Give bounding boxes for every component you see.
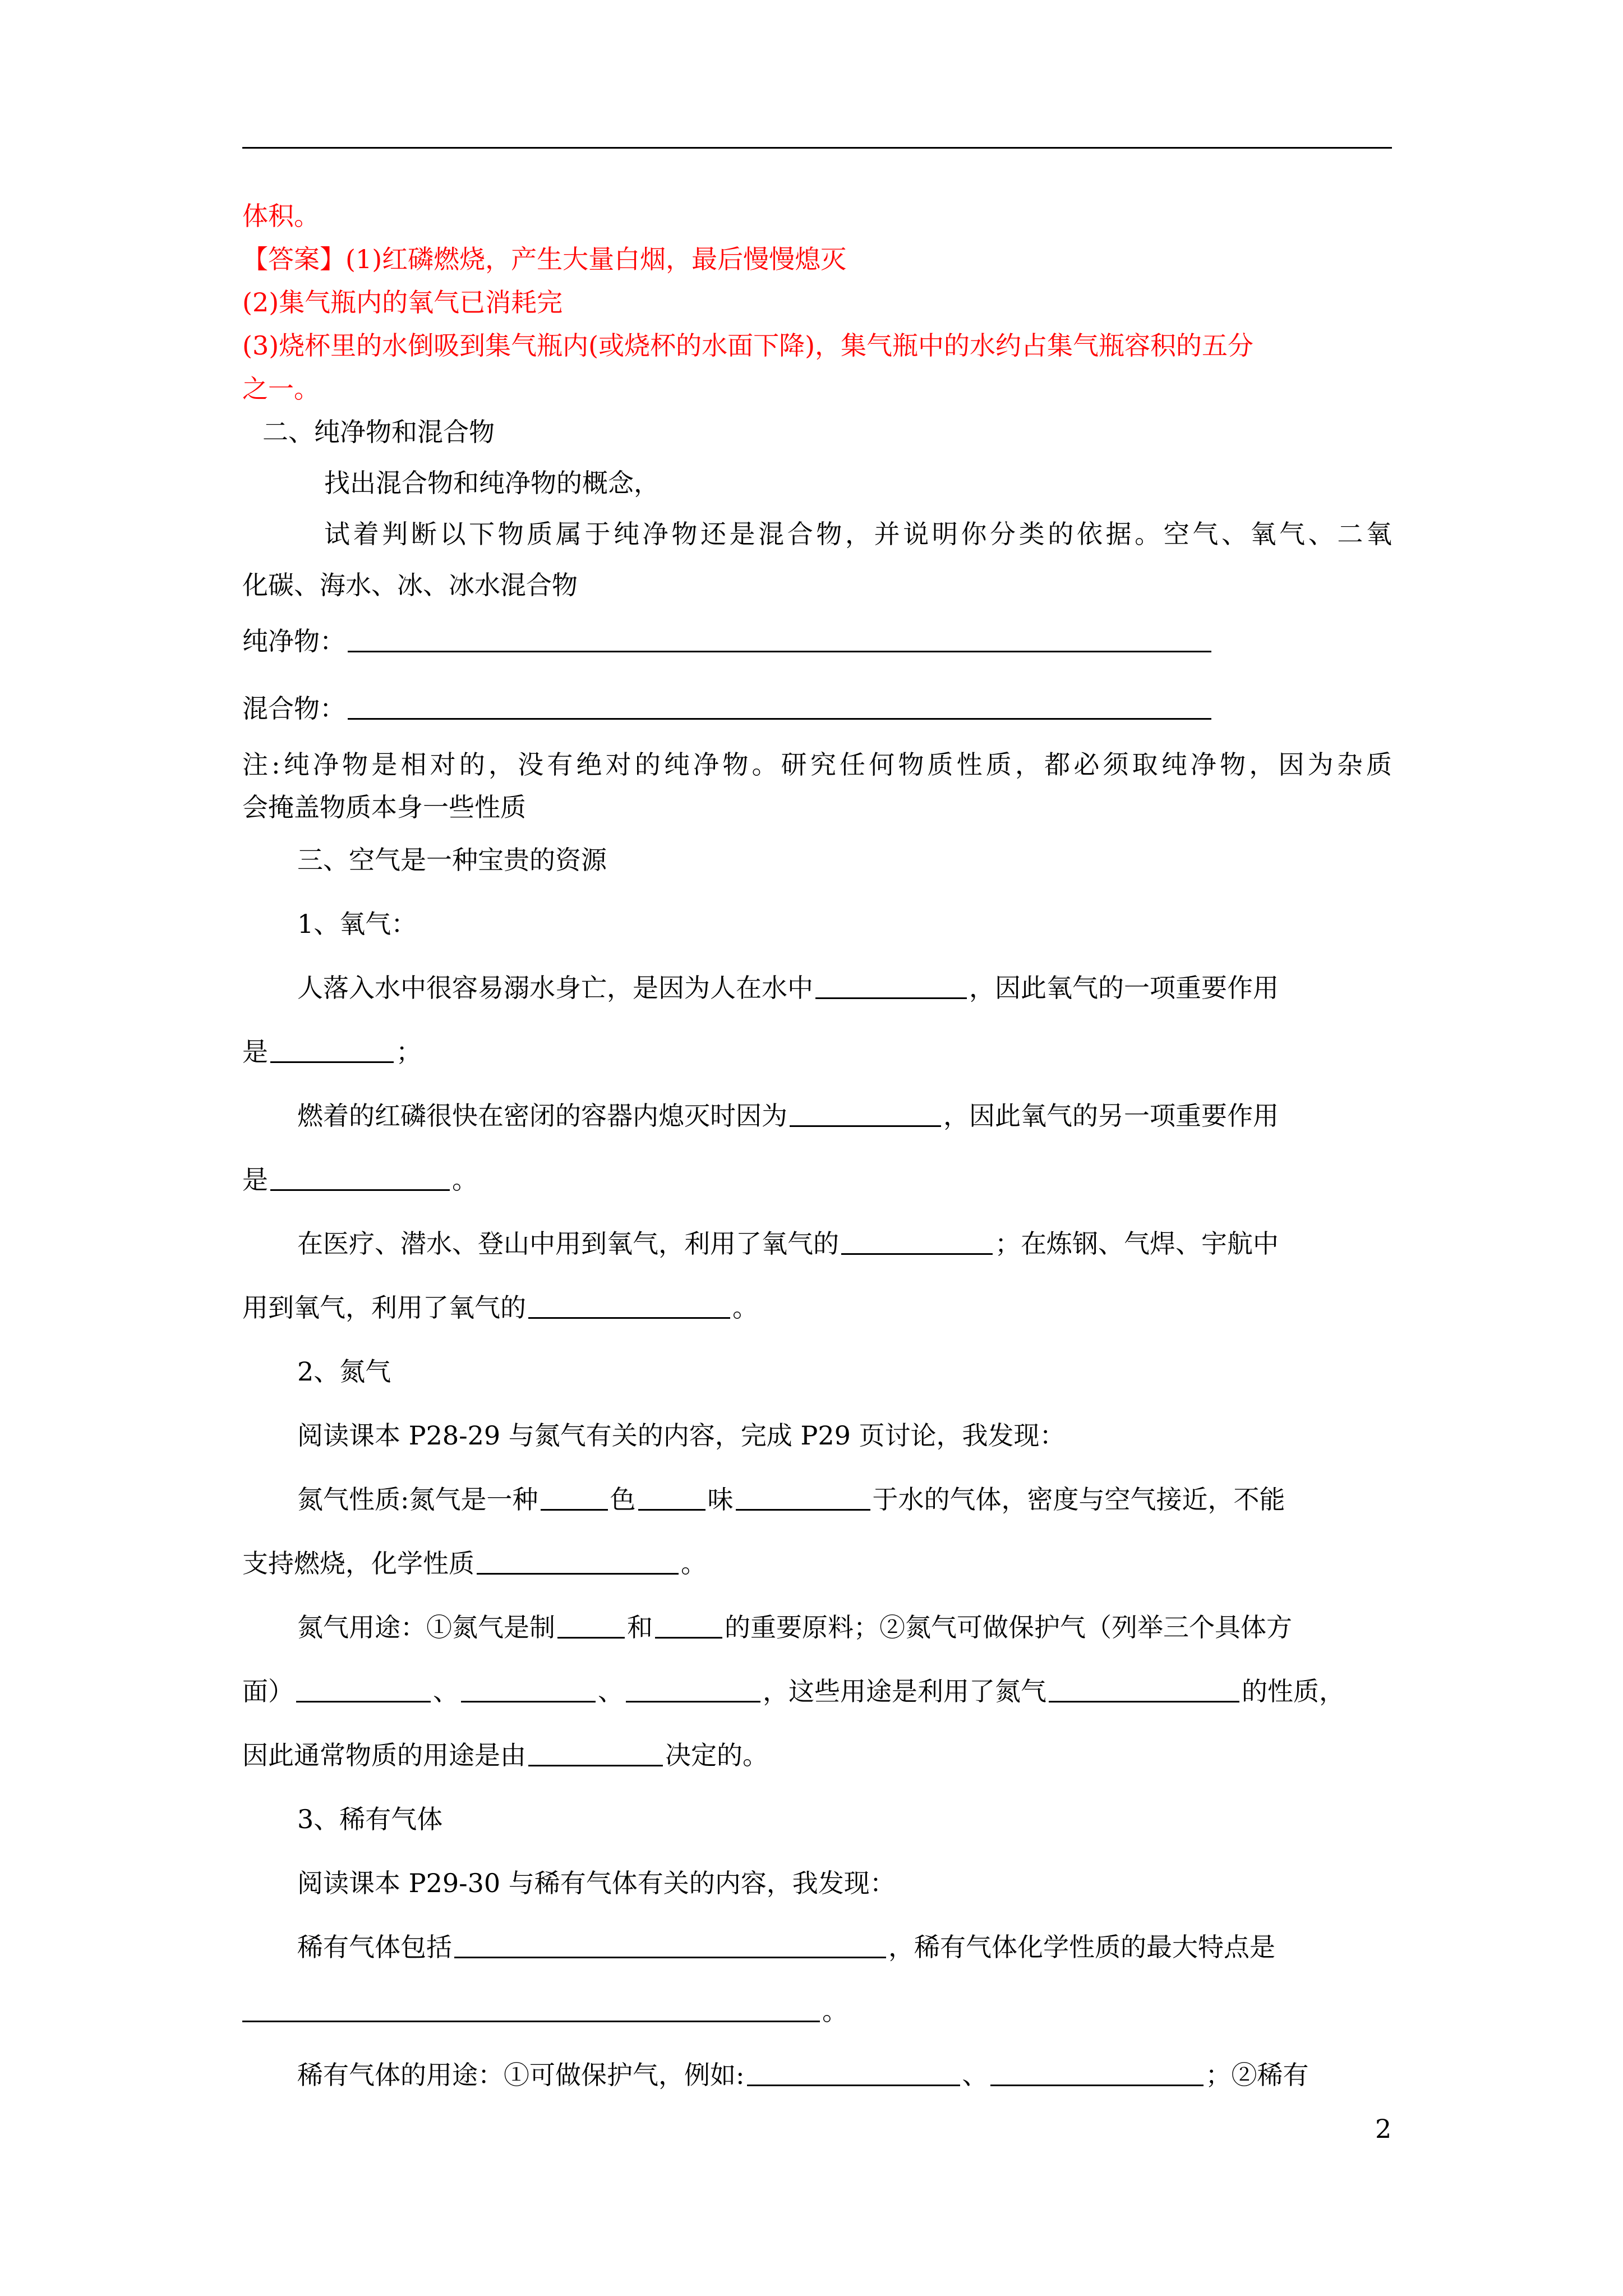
text: 。 xyxy=(732,1292,758,1323)
text: 因此通常物质的用途是由 xyxy=(242,1740,526,1770)
section-heading: 三、空气是一种宝贵的资源 xyxy=(297,845,607,875)
text: 和 xyxy=(627,1612,653,1642)
rare-gas-q1-cont xyxy=(242,1997,1392,2025)
text: 、 xyxy=(433,1676,459,1706)
text: 。 xyxy=(452,1165,478,1195)
nitrogen-uses-cont2 xyxy=(242,1741,1392,1769)
mixture-line xyxy=(242,694,1392,723)
subsection-heading: 2、氮气 xyxy=(297,1356,391,1387)
fill-blank[interactable] xyxy=(270,1039,394,1063)
fill-blank[interactable] xyxy=(477,1550,679,1575)
text: 色 xyxy=(610,1484,636,1515)
nitrogen-uses-cont xyxy=(242,1677,1392,1705)
paragraph: 找出混合物和纯净物的概念， xyxy=(324,468,660,498)
text: 燃着的红磷很快在密闭的容器内熄灭时因为 xyxy=(297,1101,787,1131)
page-number: 2 xyxy=(1375,2114,1392,2144)
fill-blank[interactable] xyxy=(747,2062,960,2086)
nitrogen-properties-cont xyxy=(242,1549,1392,1577)
text: 人落入水中很容易溺水身亡，是因为人在水中 xyxy=(297,973,813,1003)
mixture-blank[interactable] xyxy=(348,696,1211,720)
text: 、 xyxy=(598,1676,624,1706)
text: ；②稀有 xyxy=(1205,2060,1309,2090)
fill-blank[interactable] xyxy=(736,1487,870,1511)
oxygen-q1-cont xyxy=(242,1038,1392,1066)
pure-label: 纯净物： xyxy=(242,626,345,656)
fill-blank[interactable] xyxy=(990,2062,1204,2086)
text: 稀有气体的用途：①可做保护气，例如: xyxy=(297,2060,745,2090)
pure-substance-line xyxy=(242,627,1392,655)
text: 味 xyxy=(707,1484,734,1515)
fill-blank[interactable] xyxy=(638,1487,706,1511)
text: ，这些用途是利用了氮气 xyxy=(763,1676,1046,1706)
paragraph: 试着判断以下物质属于纯净物还是混合物，并说明你分类的依据。空气、氧气、二氧 xyxy=(324,519,1392,549)
oxygen-q2-cont xyxy=(242,1166,1392,1194)
oxygen-q3-cont xyxy=(242,1294,1392,1322)
header-rule xyxy=(242,147,1392,149)
fill-blank[interactable] xyxy=(270,1167,450,1191)
fill-blank[interactable] xyxy=(528,1742,663,1766)
oxygen-q3 xyxy=(297,1230,1392,1258)
answer-line: 之一。 xyxy=(242,374,320,404)
text: 的性质， xyxy=(1242,1676,1345,1706)
paragraph: 阅读课本 P28-29 与氮气有关的内容，完成 P29 页讨论，我发现： xyxy=(297,1420,1066,1451)
text: 在医疗、潜水、登山中用到氧气，利用了氧气的 xyxy=(297,1228,839,1259)
fill-blank[interactable] xyxy=(461,1678,596,1703)
note: 注:纯净物是相对的，没有绝对的纯净物。研究任何物质性质，都必须取纯净物，因为杂质 xyxy=(242,749,1392,780)
nitrogen-properties xyxy=(297,1485,1392,1513)
text: 稀有气体包括 xyxy=(297,1932,452,1962)
fill-blank[interactable] xyxy=(841,1231,993,1255)
section-heading: 二、纯净物和混合物 xyxy=(262,417,495,447)
answer-line: (2)集气瓶内的氧气已消耗完 xyxy=(242,287,563,318)
fill-blank[interactable] xyxy=(296,1678,431,1703)
text: 支持燃烧，化学性质 xyxy=(242,1548,474,1579)
text: ，因此氧气的另一项重要作用 xyxy=(943,1101,1279,1131)
text: 。 xyxy=(681,1548,707,1579)
text: 面） xyxy=(242,1676,294,1706)
fill-blank[interactable] xyxy=(626,1678,760,1703)
text: 决定的。 xyxy=(665,1740,768,1770)
fill-blank[interactable] xyxy=(557,1614,625,1639)
fill-blank[interactable] xyxy=(242,1998,820,2022)
text: ，因此氧气的一项重要作用 xyxy=(969,973,1279,1003)
text: 的重要原料；②氮气可做保护气（列举三个具体方 xyxy=(725,1612,1292,1642)
text: ，稀有气体化学性质的最大特点是 xyxy=(888,1932,1275,1962)
subsection-heading: 3、稀有气体 xyxy=(297,1804,443,1834)
rare-gas-q2 xyxy=(297,2061,1392,2089)
fill-blank[interactable] xyxy=(790,1103,941,1127)
answer-line: (3)烧杯里的水倒吸到集气瓶内(或烧杯的水面下降)，集气瓶中的水约占集气瓶容积的五分 xyxy=(242,330,1254,361)
text: 是 xyxy=(242,1037,268,1067)
paragraph: 化碳、海水、冰、冰水混合物 xyxy=(242,570,578,600)
text: 氮气性质:氮气是一种 xyxy=(297,1484,538,1515)
rare-gas-q1 xyxy=(297,1933,1392,1961)
oxygen-q2 xyxy=(297,1102,1392,1130)
fill-blank[interactable] xyxy=(1049,1678,1239,1703)
fill-blank[interactable] xyxy=(655,1614,722,1639)
fill-blank[interactable] xyxy=(541,1487,608,1511)
subsection-heading: 1、氧气： xyxy=(297,909,417,939)
note: 会掩盖物质本身一些性质 xyxy=(242,792,526,822)
text: 是 xyxy=(242,1165,268,1195)
fill-blank[interactable] xyxy=(454,1934,886,1958)
text: 于水的气体，密度与空气接近，不能 xyxy=(872,1484,1285,1515)
text: 、 xyxy=(962,2060,988,2090)
fill-blank[interactable] xyxy=(815,975,967,999)
text: ；在炼钢、气焊、宇航中 xyxy=(995,1228,1279,1259)
nitrogen-uses xyxy=(297,1613,1392,1641)
paragraph: 阅读课本 P29-30 与稀有气体有关的内容，我发现： xyxy=(297,1868,896,1898)
text: 用到氧气，利用了氧气的 xyxy=(242,1292,526,1323)
text: 。 xyxy=(822,1996,848,2026)
oxygen-q1 xyxy=(297,974,1392,1002)
answer-line: 【答案】(1)红磷燃烧，产生大量白烟，最后慢慢熄灭 xyxy=(242,244,847,274)
text: ； xyxy=(396,1037,422,1067)
mixture-label: 混合物： xyxy=(242,693,345,724)
pure-blank[interactable] xyxy=(348,628,1211,652)
text: 氮气用途：①氮气是制 xyxy=(297,1612,555,1642)
fill-blank[interactable] xyxy=(528,1295,730,1319)
answer-line: 体积。 xyxy=(242,201,320,231)
